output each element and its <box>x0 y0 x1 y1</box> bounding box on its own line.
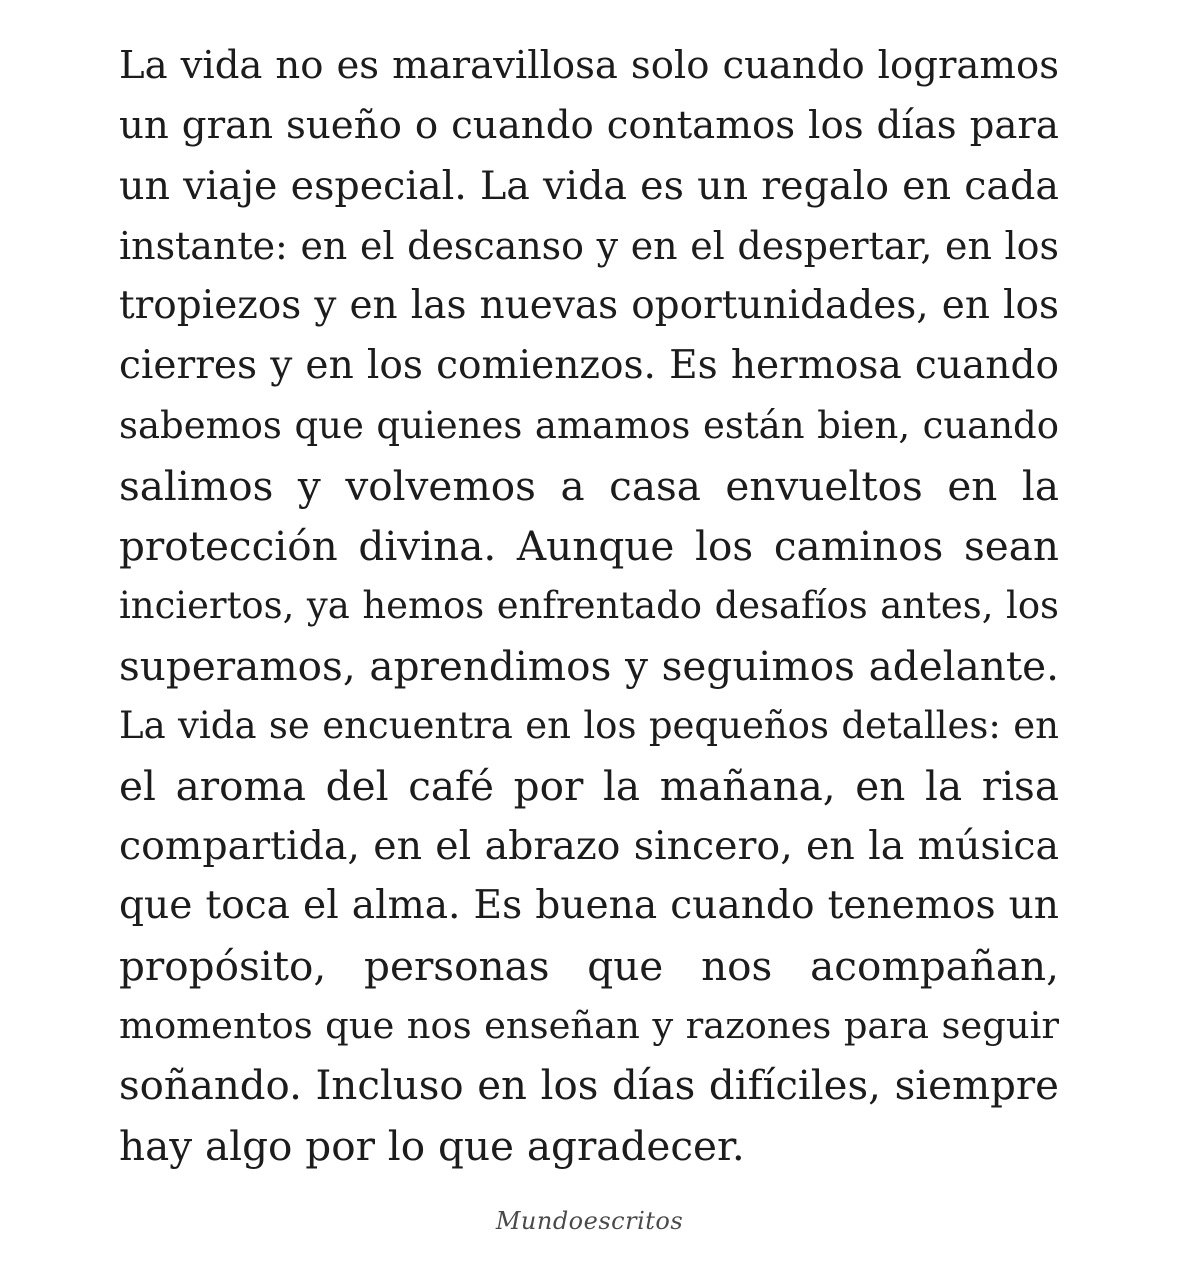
text-line: que toca el alma. Es buena cuando tenemos un <box>119 883 1059 928</box>
author-signature: Mundoescritos <box>495 1207 684 1235</box>
text-line: inciertos, ya hemos enfrentado desafíos antes, los <box>119 584 1059 627</box>
text-line: superamos, aprendimos y seguimos adelante. <box>119 642 1059 690</box>
text-line: un gran sueño o cuando contamos los días para <box>119 103 1059 148</box>
text-line: cierres y en los comienzos. Es hermosa cuando <box>119 343 1059 388</box>
text-line: momentos que nos enseñan y razones para seguir <box>119 1004 1059 1047</box>
text-line: un viaje especial. La vida es un regalo en cada <box>119 163 1059 209</box>
text-line: tropiezos y en las nuevas oportunidades, en los <box>119 283 1059 328</box>
text-line: instante: en el descanso y en el despertar, en los <box>119 224 1059 268</box>
text-line: La vida se encuentra en los pequeños detalles: en <box>119 704 1059 747</box>
text-line: compartida, en el abrazo sincero, en la música <box>119 823 1059 869</box>
text-line: el aroma del café por la mañana, en la risa <box>119 762 1059 810</box>
text-line-last: hay algo por lo que agradecer. <box>119 1122 745 1170</box>
text-line: sabemos que quienes amamos están bien, cuando <box>119 404 1059 447</box>
quote-paragraph <box>119 36 1059 1176</box>
text-line: propósito, personas que nos acompañan, <box>119 942 1059 990</box>
text-line: protección divina. Aunque los caminos sean <box>119 522 1059 570</box>
text-line: salimos y volvemos a casa envueltos en la <box>119 462 1059 510</box>
text-line: La vida no es maravillosa solo cuando logramos <box>119 43 1059 88</box>
text-line: soñando. Incluso en los días difíciles, siempre <box>119 1063 1059 1109</box>
